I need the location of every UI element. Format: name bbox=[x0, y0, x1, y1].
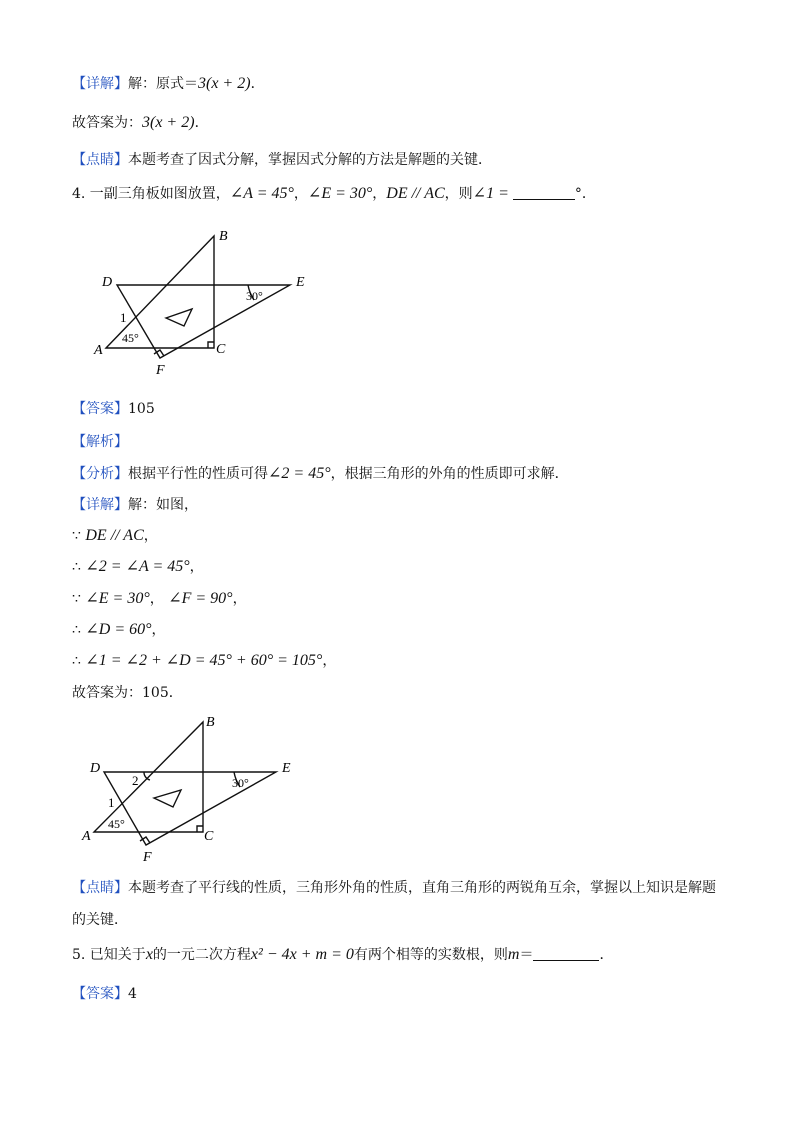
q4-sep3: ，则 bbox=[444, 186, 473, 202]
step-3-math-1: ∠E = 30° bbox=[85, 590, 150, 607]
fig1-label-e: E bbox=[296, 275, 305, 290]
fig1-label-a: A bbox=[94, 343, 103, 358]
q5-mid: 的一元二次方程 bbox=[152, 947, 251, 963]
question-5 bbox=[72, 945, 613, 965]
detail-text: 解：原式＝ bbox=[128, 76, 198, 92]
fig2-label-2: 2 bbox=[132, 773, 139, 788]
answer-5-tag: 【答案】 bbox=[72, 986, 128, 1002]
fig2-label-f: F bbox=[143, 850, 152, 865]
fig2-label-b: B bbox=[206, 715, 215, 730]
fig1-triangle-def bbox=[117, 285, 290, 358]
step-1-math: DE // AC bbox=[85, 527, 144, 544]
step-1-end: ， bbox=[143, 528, 158, 544]
answer-5 bbox=[72, 984, 137, 1004]
fig1-label-30: 30° bbox=[246, 289, 263, 303]
step-1-sym: ∵ bbox=[72, 528, 86, 544]
analysis-heading bbox=[72, 432, 128, 452]
fig2-label-d: D bbox=[90, 761, 101, 776]
step-4-math: ∠D = 60° bbox=[85, 621, 152, 638]
fig2-label-a: A bbox=[82, 829, 91, 844]
fig1-label-f: F bbox=[156, 363, 165, 378]
fig1-label-45: 45° bbox=[122, 331, 139, 345]
comment-2-text-2: 的关键． bbox=[72, 912, 128, 928]
answer-end: ． bbox=[194, 115, 209, 131]
analysis-line bbox=[72, 464, 569, 484]
step-5-math: ∠1 = ∠2 + ∠D = 45° + 60° = 105° bbox=[85, 652, 323, 669]
fenxi-t1: 根据平行性的性质可得 bbox=[128, 466, 268, 482]
detail-line bbox=[72, 74, 265, 94]
fig2-label-45: 45° bbox=[108, 817, 125, 831]
detail-tag: 【详解】 bbox=[72, 76, 128, 92]
q5-blank bbox=[533, 946, 599, 961]
fig2-label-30: 30° bbox=[232, 776, 249, 790]
figure-2 bbox=[80, 708, 320, 868]
fig1-right-angle-c bbox=[208, 342, 214, 348]
fenxi-t2: ，根据三角形的外角的性质即可求解． bbox=[330, 466, 569, 482]
fig2-triangle-def bbox=[104, 772, 276, 845]
fig1-label-1: 1 bbox=[120, 310, 127, 325]
step-1 bbox=[72, 526, 158, 546]
step-3-sym: ∵ bbox=[72, 591, 86, 607]
q4-parallel: DE // AC bbox=[386, 185, 445, 202]
answer-math: 3(x + 2) bbox=[142, 114, 195, 131]
comment-2-line bbox=[72, 878, 716, 898]
q4-sep1: ， bbox=[293, 186, 308, 202]
detail-math: 3(x + 2) bbox=[198, 75, 251, 92]
xiangjie-line bbox=[72, 495, 198, 515]
step-6 bbox=[72, 683, 183, 703]
fig1-inner-triangle bbox=[166, 309, 192, 326]
comment-2-line-2 bbox=[72, 910, 128, 930]
comment-text: 本题考查了因式分解，掌握因式分解的方法是解题的关键． bbox=[128, 152, 492, 168]
answer-4-tag: 【答案】 bbox=[72, 401, 128, 417]
q4-sep2: ， bbox=[372, 186, 387, 202]
q4-angle-a: ∠A = 45° bbox=[229, 185, 294, 202]
q4-end: ． bbox=[581, 186, 596, 202]
analysis-tag: 【解析】 bbox=[72, 434, 128, 450]
step-5-sym: ∴ bbox=[72, 653, 86, 669]
fig2-triangle-abc bbox=[94, 722, 203, 832]
fig2-label-e: E bbox=[282, 761, 291, 776]
fig1-label-c: C bbox=[216, 342, 226, 357]
q5-prefix: 5. 已知关于 bbox=[72, 947, 146, 963]
fig2-label-c: C bbox=[204, 829, 214, 844]
comment-2-text: 本题考查了平行线的性质，三角形外角的性质，直角三角形的两锐角互余，掌握以上知识是解题 bbox=[128, 880, 716, 896]
q5-eqs: ＝ bbox=[519, 947, 534, 963]
step-6-text: 故答案为：105． bbox=[72, 685, 183, 701]
q4-angle-e: ∠E = 30° bbox=[307, 185, 373, 202]
answer-text: 故答案为： bbox=[72, 115, 142, 131]
step-2-end: ， bbox=[189, 559, 204, 575]
q5-end: ． bbox=[599, 947, 614, 963]
figure-1 bbox=[80, 222, 320, 382]
q4-unit: ° bbox=[574, 186, 582, 202]
fig1-label-d: D bbox=[102, 275, 113, 290]
step-4-end: ， bbox=[151, 622, 166, 638]
q4-prefix: 4. 一副三角板如图放置， bbox=[72, 186, 230, 202]
step-2 bbox=[72, 557, 204, 577]
q4-blank bbox=[513, 185, 575, 200]
fig2-inner-triangle bbox=[154, 790, 181, 807]
step-4 bbox=[72, 620, 166, 640]
step-3-mid: ， bbox=[149, 591, 169, 607]
xiangjie-tag: 【详解】 bbox=[72, 497, 128, 513]
question-4 bbox=[72, 184, 596, 204]
step-4-sym: ∴ bbox=[72, 622, 86, 638]
comment-tag: 【点睛】 bbox=[72, 152, 128, 168]
step-2-math: ∠2 = ∠A = 45° bbox=[85, 558, 190, 575]
fenxi-math: ∠2 = 45° bbox=[268, 465, 331, 482]
xiangjie-text: 解：如图， bbox=[128, 497, 198, 513]
fig2-label-1: 1 bbox=[108, 795, 115, 810]
answer-line bbox=[72, 113, 209, 133]
q5-equation: x² − 4x + m = 0 bbox=[250, 946, 354, 963]
fig2-right-angle-c bbox=[197, 826, 203, 832]
q4-angle-1: ∠1 = bbox=[472, 185, 513, 202]
q5-x: x bbox=[145, 946, 153, 963]
step-5-end: ， bbox=[322, 653, 337, 669]
detail-end: ． bbox=[250, 76, 265, 92]
comment-2-tag: 【点睛】 bbox=[72, 880, 128, 896]
comment-line bbox=[72, 150, 492, 170]
step-3-math-2: ∠F = 90° bbox=[168, 590, 233, 607]
answer-4 bbox=[72, 399, 155, 419]
answer-5-value: 4 bbox=[128, 986, 137, 1002]
step-3-end: ， bbox=[232, 591, 247, 607]
fenxi-tag: 【分析】 bbox=[72, 466, 128, 482]
q5-m: m bbox=[507, 946, 520, 963]
step-5 bbox=[72, 651, 336, 671]
step-3 bbox=[72, 589, 247, 609]
step-2-sym: ∴ bbox=[72, 559, 86, 575]
answer-4-value: 105 bbox=[128, 401, 155, 417]
fig1-label-b: B bbox=[219, 229, 228, 244]
q5-mid2: 有两个相等的实数根，则 bbox=[353, 947, 508, 963]
